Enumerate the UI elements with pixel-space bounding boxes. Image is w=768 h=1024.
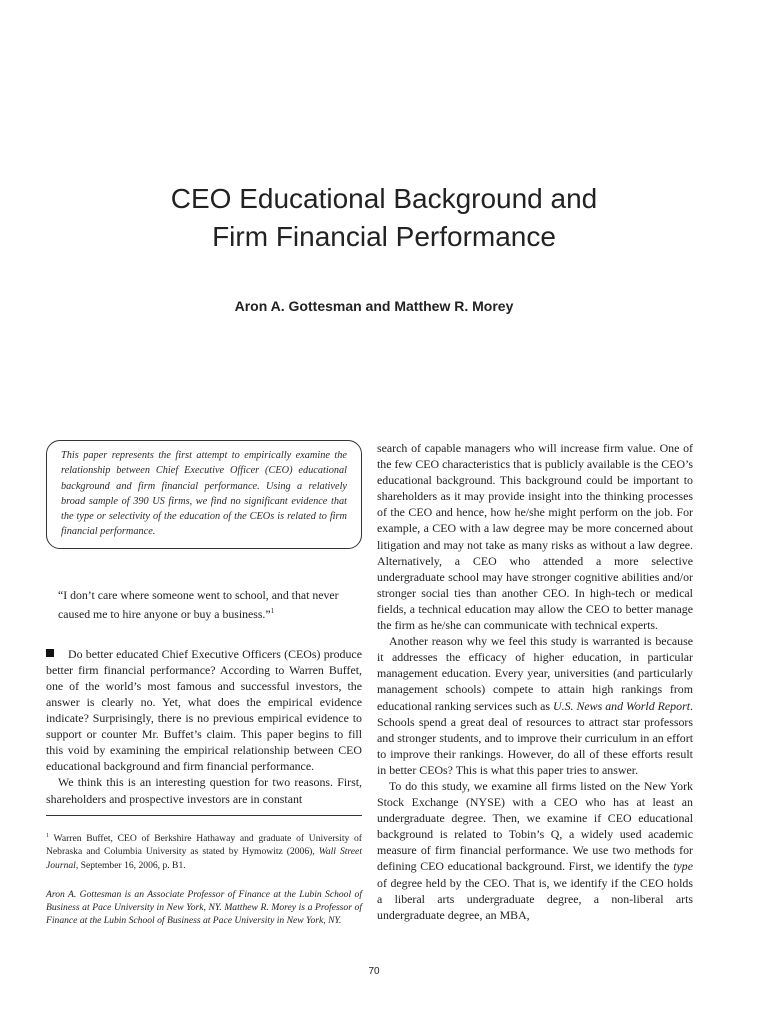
title-line-2: Firm Financial Performance [212,221,556,252]
right-paragraph-3 [377,778,693,923]
authors: Aron A. Gottesman and Matthew R. Morey [234,298,514,314]
author-bio: Aron A. Gottesman is an Associate Professor of Finance at the Lubin School of Business at Pace University in New York, NY. Matthew R. Morey is a Professor of Finance at the Lubin School of Business at Pace University in New York, NY. [46,889,362,927]
paper-title [0,180,768,256]
footnote [46,830,362,873]
left-column [46,440,362,927]
footnote-number: 1 [46,832,49,839]
intro-text: Do better educated Chief Executive Officers (CEOs) produce better firm financial performance? According to Warren Buffet, one of the world’s most famous and successful investors, the answer is clearly no. Yet, what does the empirical evidence indicate? Surprisingly, there is no previous empirical evidence to support or counter Mr. Buffet’s claim. This paper begins to fill this void by examining the empirical relationship between CEO educational background and firm financial performance. [46,646,362,774]
footnote-marker: 1 [270,606,275,615]
p2-italic: U.S. News and World Report [553,698,691,713]
p2-text-b: . Schools spend a great deal of resources to attract star professors and stronger students, and to improve their curriculum in an effort to improve their rankings. However, do all of these efforts result in better CEOs? This is what this paper tries to answer. [377,698,693,777]
reasons-paragraph: We think this is an interesting question for two reasons. First, shareholders and prospective investors are in constant [46,775,362,806]
p2-text-a: Another reason why we feel this study is warranted is because it addresses the efficacy of higher education, in particular management education. Every year, universities (and particularly management schools) compete to attain high rankings from educational ranking services such as [377,634,693,713]
abstract-box: This paper represents the first attempt to empirically examine the relationship between Chief Executive Officer (CEO) educational background and firm financial performance. Using a relatively broad sample of 390 US firms, we find no significant evidence that the type or selectivity of the education of the CEOs is related to firm financial performance. [46,440,362,549]
p3-italic: type [673,859,693,874]
page-number: 70 [368,966,380,977]
footnote-divider [46,815,362,816]
footnote-text-b: , September 16, 2006, p. B1. [75,859,186,871]
section-start-square-icon [46,649,54,657]
p3-text-b: of degree held by the CEO. That is, we identify if the CEO holds a liberal arts undergraduate degree, a non-liberal arts undergraduate degree, an MBA, [377,875,693,922]
title-line-1: CEO Educational Background and [170,183,598,214]
p3-text-a: To do this study, we examine all firms listed on the New York Stock Exchange (NYSE) with a CEO who has at least an undergraduate degree. Then, we examine if CEO educational background is related to Tobin’s Q, a widely used academic measure of firm financial performance. We use two methods for defining CEO educational background. First, we identify the [377,778,693,874]
right-column [377,440,693,923]
quote-text: “I don’t care where someone went to school, and that never caused me to hire anyone or buy a business.” [58,587,339,621]
epigraph-quote [46,587,362,622]
footnote-text-a: Warren Buffet, CEO of Berkshire Hathaway and graduate of University of Nebraska and Columbia University as stated by Hymowitz (2006), [46,832,362,858]
footnote-journal: Wall Street Journal [46,846,362,871]
right-paragraph-2 [377,633,693,778]
right-paragraph-1: search of capable managers who will increase firm value. One of the few CEO characteristics that is publicly available is the CEO’s educational background. This background could be important to shareholders as it may provide insight into the thinking processes of the CEO and hence, how he/she might perform on the job. For example, a CEO with a law degree may be more concerned about litigation and may not take as many risks as without a law degree. Alternatively, a CEO who attended a more selective undergraduate school may have stronger cognitive abilities and/or stronger social ties than another CEO. In high-tech or medical fields, a technical education may allow the CEO to better manage the firm as he/she can communicate with technical experts. [377,441,693,633]
intro-paragraph [46,646,362,775]
